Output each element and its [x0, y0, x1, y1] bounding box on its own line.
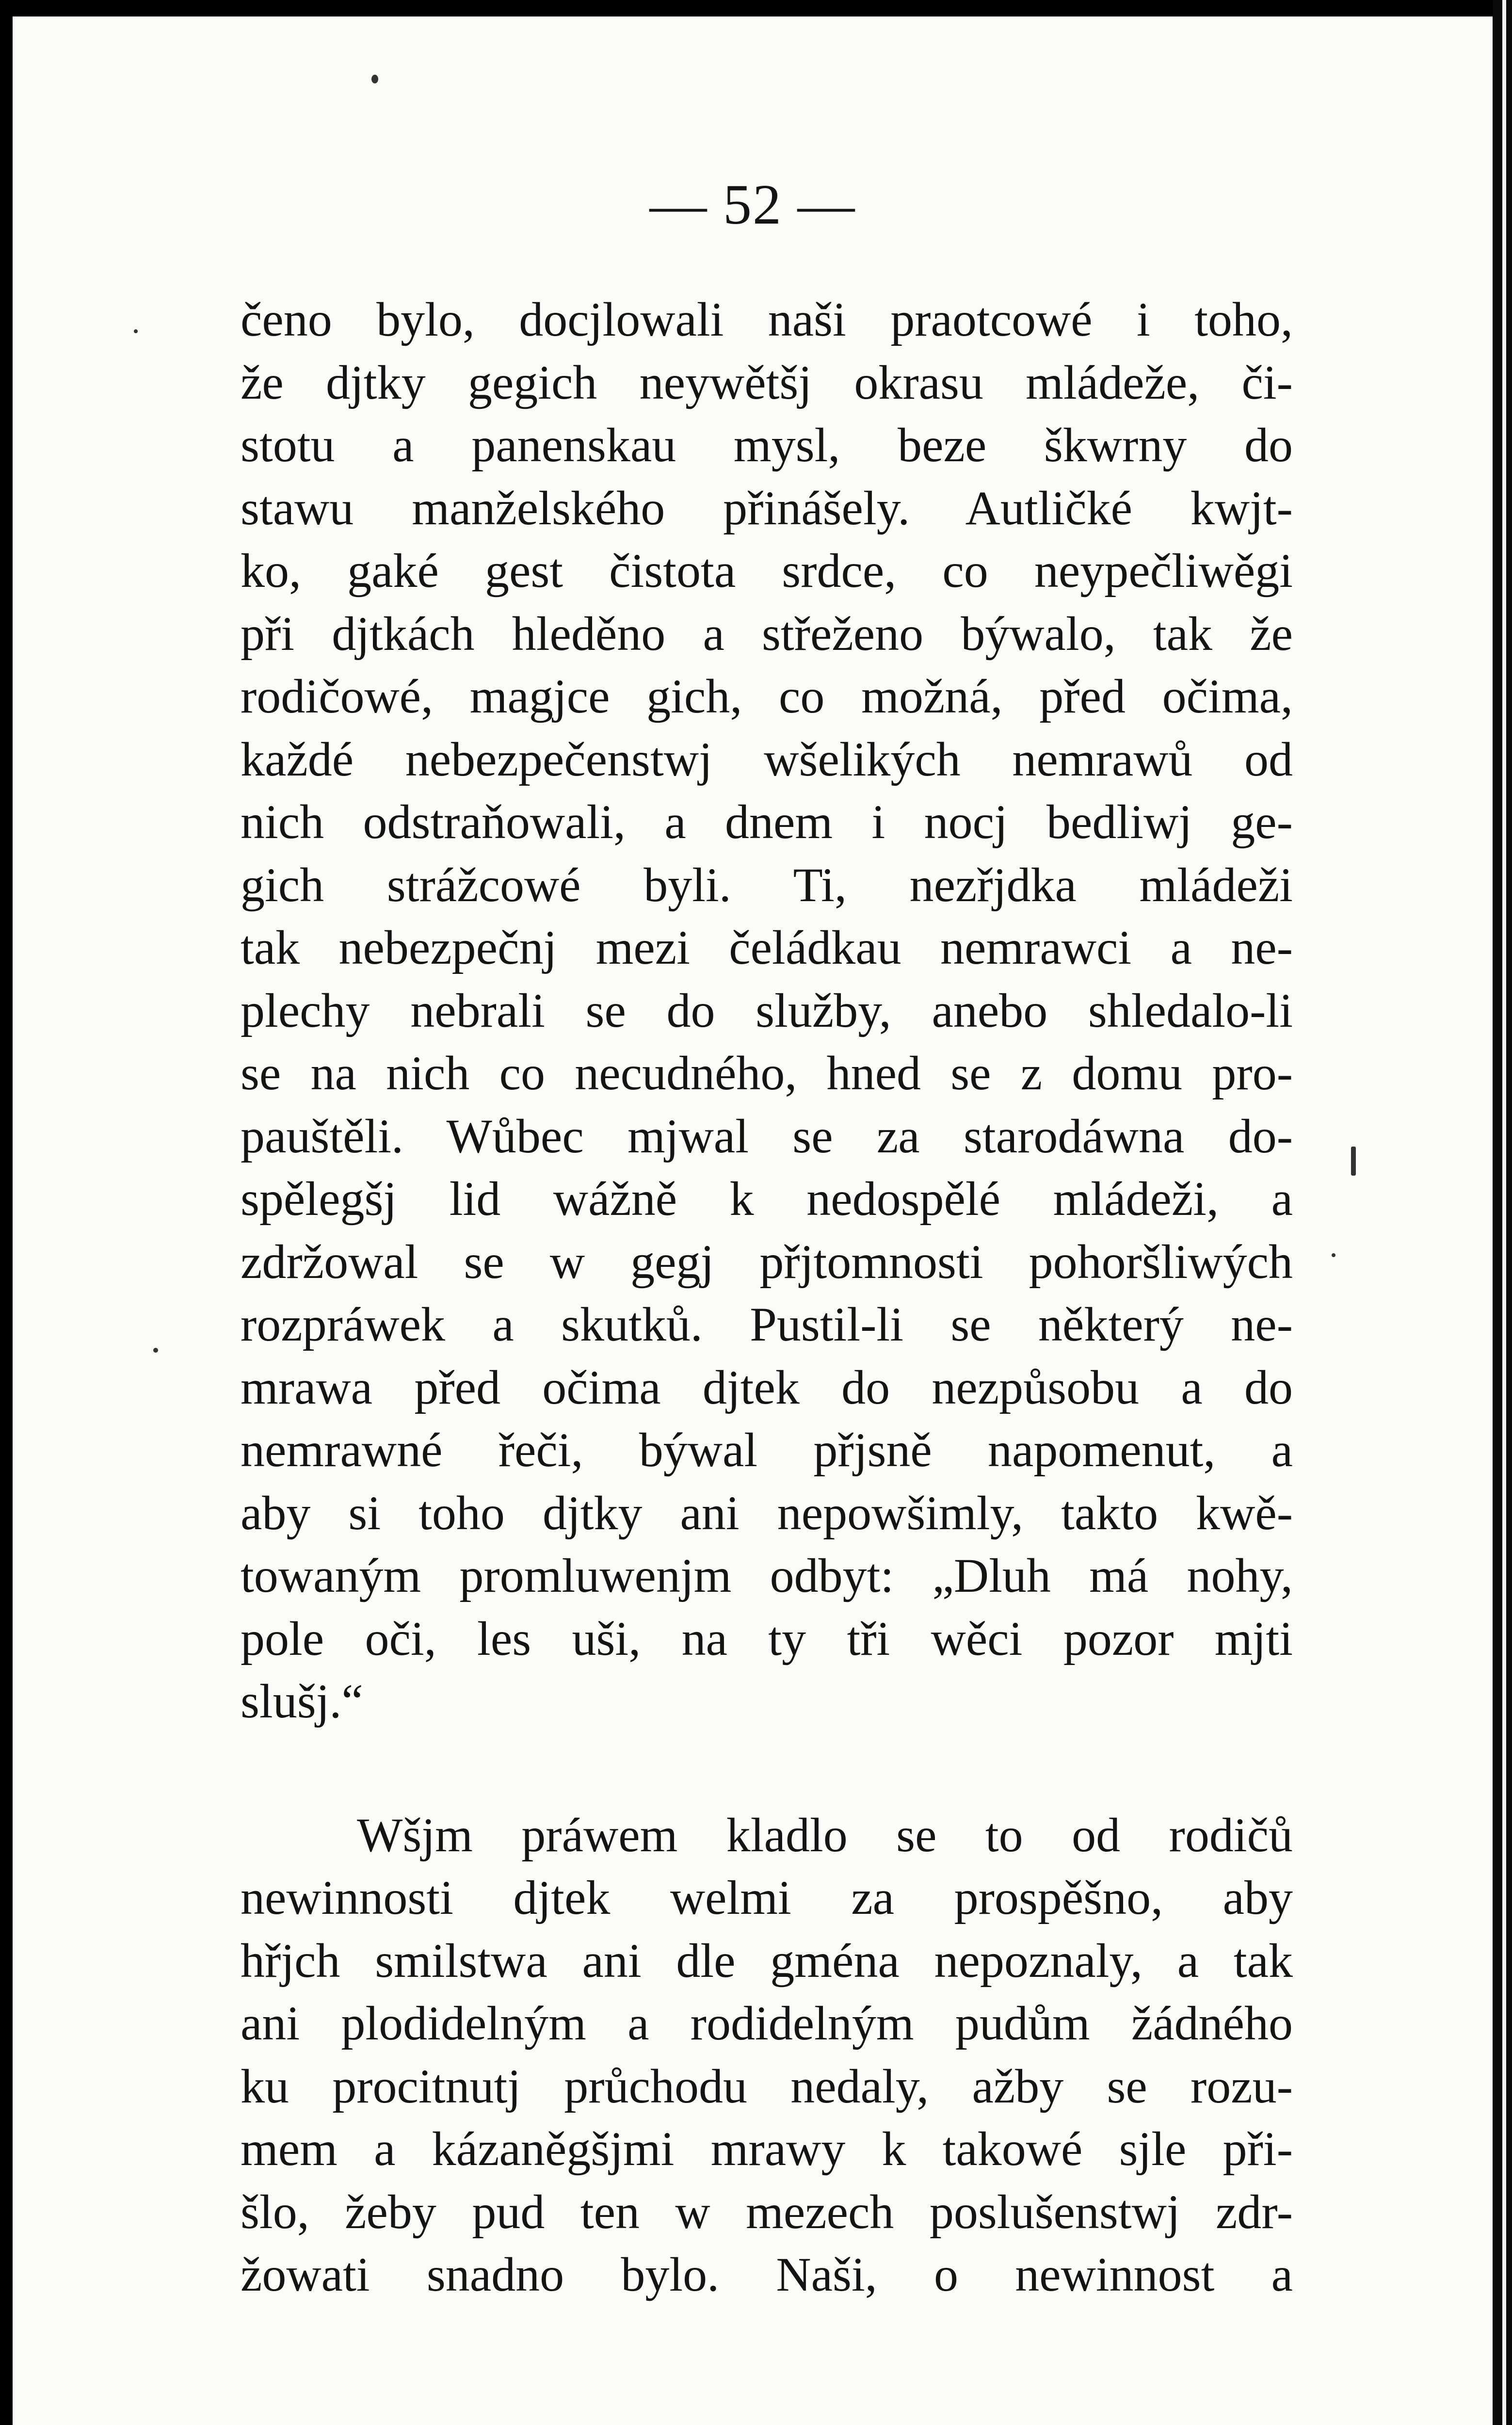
- text-line: spělegšj lid wážně k nedospělé mládeži, a: [241, 1172, 1293, 1226]
- book-page: [13, 16, 1493, 2425]
- scan-edge-stripe: [1502, 0, 1506, 2425]
- text-line: towaným promluwenjm odbyt: „Dluh má nohy,: [241, 1549, 1293, 1602]
- scan-right-edge: [1493, 0, 1512, 2425]
- text-line: hřjch smilstwa ani dle gména nepoznaly, a tak: [241, 1933, 1293, 1988]
- scan-speck: [1351, 1147, 1356, 1176]
- text-line: pole oči, les uši, na ty tři wěci pozor mjti: [241, 1611, 1293, 1665]
- scan-speck: [153, 1348, 158, 1353]
- paragraph-1: [241, 288, 1293, 1733]
- text-line: šlo, žeby pud ten w mezech poslušenstwj zdr-: [241, 2184, 1293, 2239]
- text-line: gich strážcowé byli. Ti, nezřjdka mládeži: [241, 857, 1293, 912]
- text-line: že djtky gegich neywětšj okrasu mládeže, či-: [241, 355, 1293, 409]
- body-text: [241, 288, 1293, 2306]
- scan-speck: [1332, 1253, 1335, 1257]
- text-line: mrawa před očima djtek do nezpůsobu a do: [241, 1360, 1293, 1414]
- text-line: při djtkách hleděno a střeženo býwalo, tak že: [241, 606, 1293, 661]
- text-line: stotu a panenskau mysl, beze škwrny do: [241, 418, 1293, 472]
- text-line: nich odstraňowali, a dnem i nocj bedliwj ge-: [241, 795, 1293, 849]
- text-line: ko, gaké gest čistota srdce, co neypečliwěgi: [241, 544, 1293, 598]
- text-line: aby si toho djtky ani nepowšimly, takto kwě-: [241, 1486, 1293, 1540]
- text-line: čeno bylo, docjlowali naši praotcowé i toho,: [241, 292, 1293, 346]
- text-line: ku procitnutj průchodu nedaly, ažby se rozu-: [241, 2059, 1293, 2113]
- text-line: nemrawné řeči, býwal přjsně napomenut, a: [241, 1423, 1293, 1477]
- text-line: newinnosti djtek welmi za prospěšno, aby: [241, 1871, 1293, 1924]
- text-line: každé nebezpečenstwj wšelikých nemrawů od: [241, 732, 1293, 786]
- text-line: pauštěli. Wůbec mjwal se za starodáwna do-: [241, 1109, 1293, 1163]
- scan-speck: [134, 329, 138, 333]
- text-line: mem a kázaněgšjmi mrawy k takowé sjle při-: [241, 2122, 1293, 2176]
- text-line: zdržowal se w gegj přjtomnosti pohoršliwých: [241, 1234, 1293, 1289]
- text-line: ani plodidelným a rodidelným pudům žádného: [241, 1996, 1293, 2050]
- page-number-header: — 52 —: [649, 173, 856, 236]
- text-line: Wšjm práwem kladlo se to od rodičů: [357, 1808, 1293, 1862]
- text-line: rozpráwek a skutků. Pustil-li se některý ne-: [241, 1297, 1293, 1351]
- text-line: stawu manželského přinášely. Autličké kwjt-: [241, 481, 1293, 535]
- text-line: žowati snadno bylo. Naši, o newinnost a: [241, 2247, 1293, 2301]
- text-line: tak nebezpečnj mezi čeládkau nemrawci a ne-: [241, 921, 1293, 974]
- scan-speck: [371, 75, 378, 83]
- text-line: se na nich co necudného, hned se z domu pro-: [241, 1046, 1293, 1100]
- text-line: slušj.“: [241, 1674, 363, 1728]
- text-line: plechy nebrali se do služby, anebo shledalo-li: [241, 983, 1293, 1037]
- paragraph-2: [241, 1804, 1293, 2306]
- text-line: rodičowé, magjce gich, co možná, před očima,: [241, 669, 1293, 723]
